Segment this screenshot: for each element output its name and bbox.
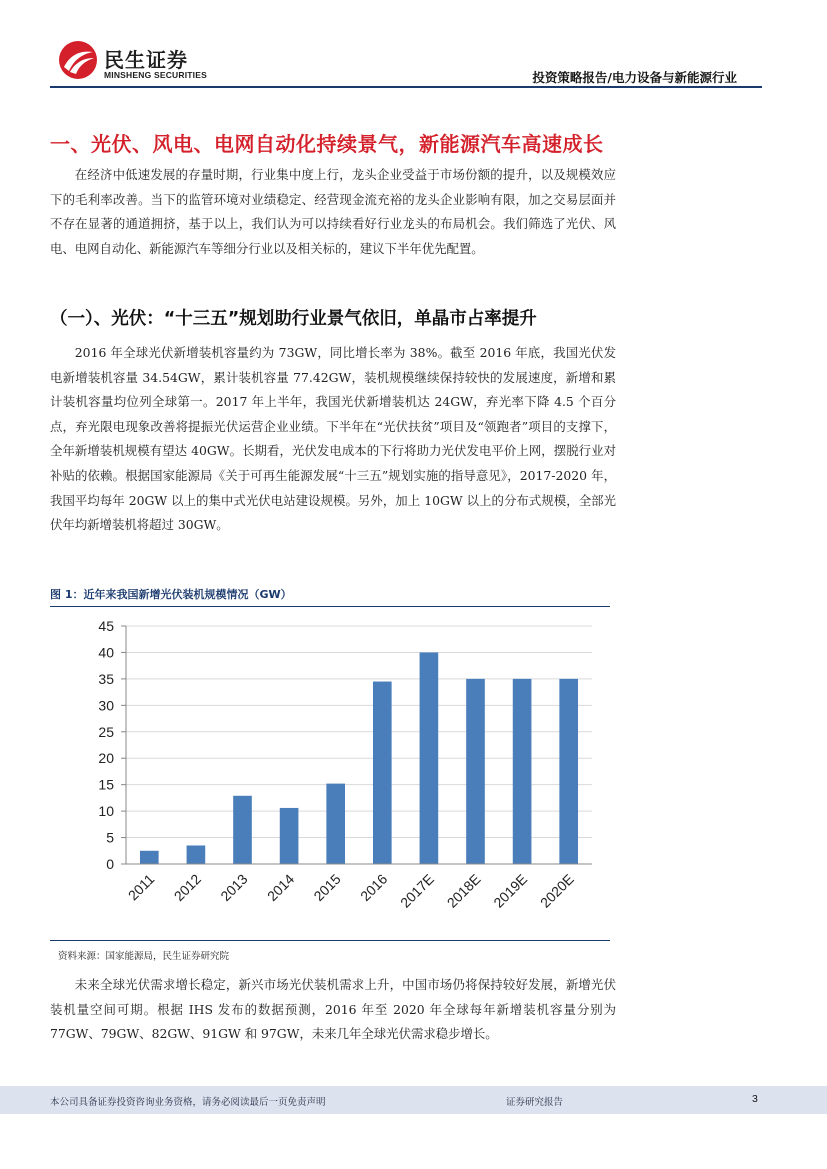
y-tick-label: 35 (98, 670, 114, 687)
header-divider (50, 86, 762, 88)
x-tick-label: 2014 (263, 870, 298, 905)
footer-report-label: 证券研究报告 (506, 1097, 564, 1108)
x-tick-label: 2016 (357, 870, 391, 905)
bar-2016 (373, 682, 392, 864)
y-tick-label: 10 (98, 803, 114, 820)
y-tick-label: 20 (98, 750, 114, 767)
x-tick-label: 2018E (443, 870, 484, 911)
logo-chinese-name: 民生证券 (104, 48, 188, 72)
footer-disclaimer: 本公司具备证券投资咨询业务资格，请务必阅读最后一页免责声明 (50, 1097, 326, 1108)
y-tick-label: 30 (98, 697, 114, 714)
chart-x-ticks (125, 871, 577, 911)
section-title: 一、光伏、风电、电网自动化持续景气，新能源汽车高速成长 (50, 132, 604, 156)
x-tick-label: 2017E (397, 870, 438, 911)
report-type-label: 投资策略报告/电力设备与新能源行业 (532, 70, 737, 85)
bar-2020E (559, 679, 578, 864)
x-tick-label: 2019E (490, 870, 531, 911)
x-tick-label: 2020E (536, 870, 577, 911)
y-tick-label: 25 (98, 723, 114, 740)
y-tick-label: 0 (106, 856, 114, 872)
figure-top-rule (50, 606, 610, 607)
figure-title: 图 1：近年来我国新增光伏装机规模情况（GW） (50, 588, 292, 601)
bar-2012 (187, 845, 206, 864)
intro-paragraph: 在经济中低速发展的存量时期，行业集中度上行，龙头企业受益于市场份额的提升，以及规模效应下的毛利率改善。当下的监管环境对业绩稳定、经营现金流充裕的龙头企业影响有限，加之交易层面并不存在显著的通道拥挤，基于以上，我们认为可以持续看好行业龙头的布局机会。我们筛选了光伏、风电、电网自动化、新能源汽车等细分行业以及相关标的，建议下半年优先配置。 (50, 167, 616, 256)
bar-2013 (233, 796, 252, 864)
y-tick-label: 15 (98, 776, 114, 793)
x-tick-label: 2012 (170, 870, 205, 905)
bar-2011 (140, 851, 159, 864)
outlook-paragraph: 未来全球光伏需求增长稳定，新兴市场光伏装机需求上升，中国市场仍将保持较好发展，新增光伏装机量空间可期。根据 IHS 发布的数据预测，2016 年至 2020 年全球每年新增装机容量分别为 77GW、79GW、82GW、91GW 和 97GW，未来几年全球光伏需求稳步增长。 (50, 977, 616, 1042)
bar-2014 (280, 808, 299, 864)
bar-2019E (513, 679, 532, 864)
x-tick-label: 2013 (217, 870, 251, 905)
x-tick-label: 2015 (310, 870, 344, 905)
bar-2017E (420, 652, 439, 864)
subsection-title: （一）、光伏：“十三五”规划助行业景气依旧，单晶市占率提升 (50, 309, 537, 329)
y-tick-label: 5 (106, 829, 114, 846)
figure-source: 资料来源：国家能源局，民生证券研究院 (58, 951, 230, 962)
page-header (0, 0, 827, 92)
minsheng-logo-icon (58, 40, 98, 80)
pv-capacity-bar-chart (50, 608, 610, 938)
bar-2015 (326, 784, 345, 864)
logo-english-name: MINSHENG SECURITIES (104, 70, 207, 80)
chart-y-ticks (98, 618, 114, 872)
x-tick-label: 2011 (124, 870, 158, 904)
y-tick-label: 45 (98, 618, 114, 634)
page-number: 3 (752, 1093, 758, 1105)
pv-paragraph: 2016 年全球光伏新增装机容量约为 73GW，同比增长率为 38%。截至 2016 年底，我国光伏发电新增装机容量 34.54GW，累计装机容量 77.42GW，装机规模继续保持较快的发展速度，新增和累计装机容量均位列全球第一。2017 年上半年，我国光伏新增装机达 24GW，弃光率下降 4.5 个百分点，弃光限电现象改善将提振光伏运营企业业绩。下半年在“光伏扶贫”项目及“领跑者”项目的支撑下，全年新增装机规模有望达 40GW。长期看，光伏发电成本的下行将助力光伏发电平价上网，摆脱行业对补贴的依赖。根据国家能源局《关于可再生能源发展“十三五”规划实施的指导意见》，2017-2020 年，我国平均每年 20GW 以上的集中式光伏电站建设规模。另外，加上 10GW 以上的分布式规模，全部光伏年均新增装机将超过 30GW。 (50, 345, 616, 533)
figure-bottom-rule (50, 940, 610, 941)
bar-2018E (466, 679, 485, 864)
y-tick-label: 40 (98, 644, 114, 661)
